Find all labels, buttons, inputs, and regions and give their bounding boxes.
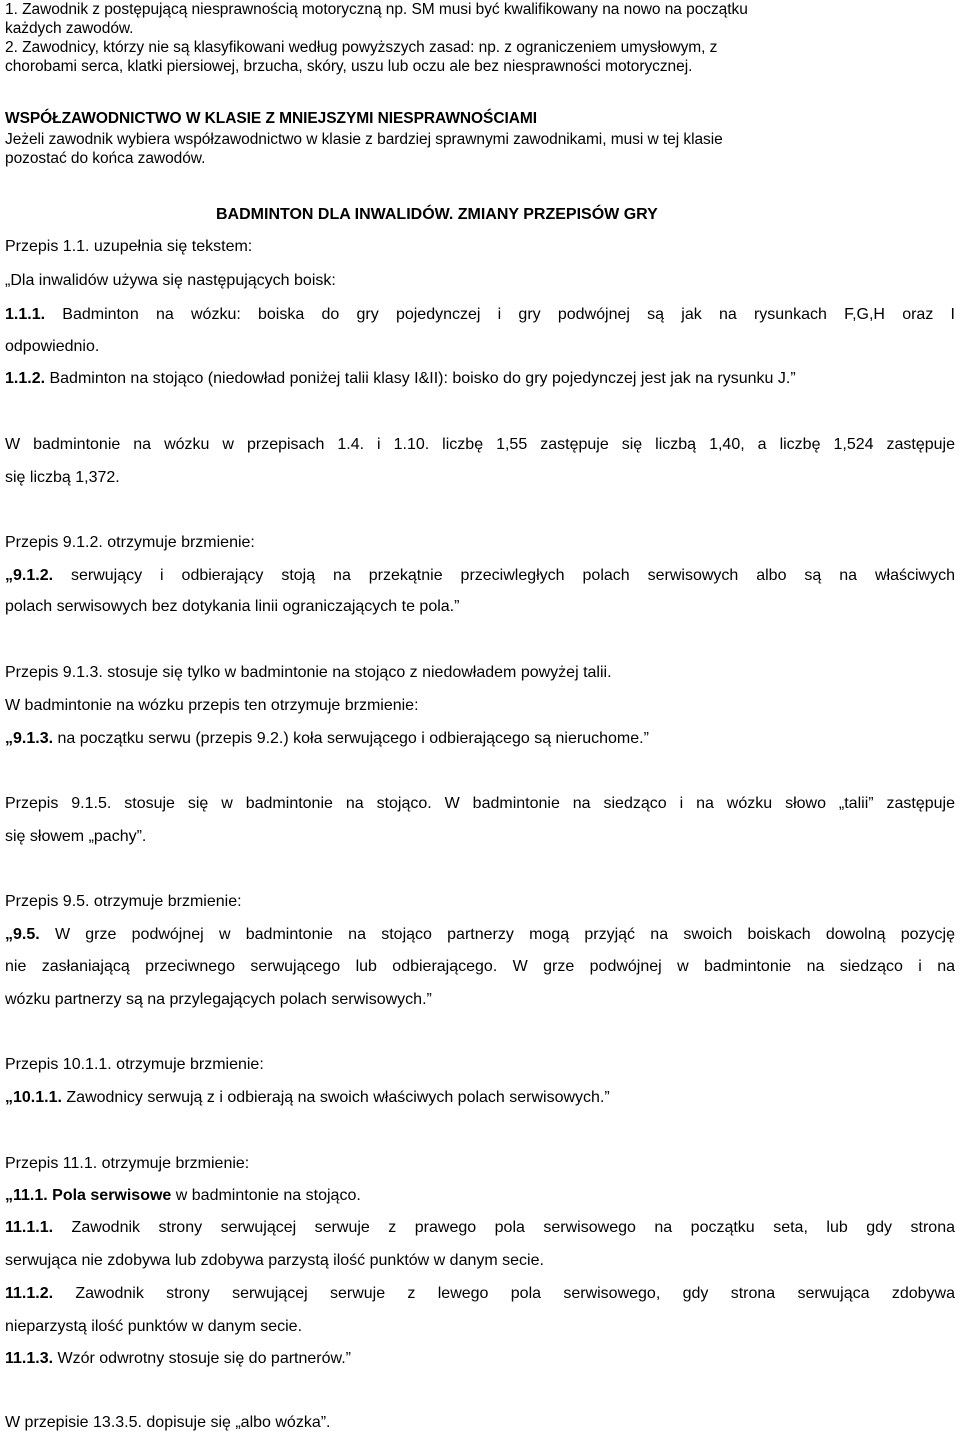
text-line [5,566,955,586]
text-line: Jeżeli zawodnik wybiera współzawodnictwo w klasie z bardziej sprawnymi zawodnikami, musi w tej klasie [5,131,723,148]
text-line: Przepis 1.1. uzupełnia się tekstem: [5,238,253,255]
clause-text: na początku serwu (przepis 9.2.) koła serwującego i odbierającego są nieruchome.” [57,730,649,747]
section-heading: WSPÓŁZAWODNICTWO W KLASIE Z MNIEJSZYMI NIESPRAWNOŚCIAMI [5,110,537,127]
text-line [5,1284,955,1304]
clause-number: 1.1.2. [5,370,46,387]
text-line: Przepis 9.1.2. otrzymuje brzmienie: [5,534,255,551]
clause-number: „11.1. [5,1187,48,1204]
text-line: W badmintonie na wózku w przepisach 1.4. i 1.10. liczbę 1,55 zastępuje się liczbą 1,40, a liczbę 1,524 zastępuje [5,436,955,453]
clause-text: w badmintonie na stojąco. [175,1187,361,1204]
text-line [5,1218,955,1238]
clause-text: Badminton na wózku: boiska do gry pojedynczej i gry podwójnej są jak na rysunkach F,G,H oraz I [62,306,955,323]
text-line: Przepis 9.5. otrzymuje brzmienie: [5,893,242,910]
clause-text: Wzór odwrotny stosuje się do partnerów.” [57,1350,351,1367]
text-line: W badmintonie na wózku przepis ten otrzymuje brzmienie: [5,697,419,714]
text-line [5,369,796,389]
text-line [5,1088,610,1108]
text-line: się słowem „pachy”. [5,828,147,845]
clause-text: Zawodnik strony serwującej serwuje z prawego pola serwisowego na początku seta, lub gdy strona [71,1219,955,1236]
text-line: 1. Zawodnik z postępującą niesprawnością motoryczną np. SM musi być kwalifikowany na nowo na początku [5,1,748,18]
clause-number: „9.1.2. [5,567,54,584]
text-line [5,729,649,749]
text-line: 2. Zawodnicy, którzy nie są klasyfikowani według powyższych zasad: np. z ograniczeniem umysłowym, z [5,39,718,56]
page-title: BADMINTON DLA INWALIDÓW. ZMIANY PRZEPISÓW GRY [216,206,658,223]
clause-number: „9.1.3. [5,730,54,747]
clause-text: Zawodnicy serwują z i odbierają na swoich właściwych polach serwisowych.” [66,1089,610,1106]
clause-number: 11.1.1. [5,1219,54,1236]
text-line: nie zasłaniającą przeciwnego serwującego lub odbierającego. W grze podwójnej w badmintonie na siedząco i na [5,958,955,975]
text-line: nieparzystą ilość punktów w danym secie. [5,1318,303,1335]
text-line: „Dla inwalidów używa się następujących boisk: [5,272,336,289]
text-line: wózku partnerzy są na przylegających polach serwisowych.” [5,991,432,1008]
text-line: każdych zawodów. [5,20,134,37]
clause-number: „9.5. [5,926,40,943]
text-line: serwująca nie zdobywa lub zdobywa parzystą ilość punktów w danym secie. [5,1252,544,1269]
clause-text: Zawodnik strony serwującej serwuje z lewego pola serwisowego, gdy strona serwująca zdobywa [75,1285,955,1302]
clause-number: 11.1.3. [5,1350,54,1367]
clause-number: 1.1.1. [5,306,46,323]
text-line: się liczbą 1,372. [5,469,120,486]
text-line: Przepis 10.1.1. otrzymuje brzmienie: [5,1056,264,1073]
text-line [5,1349,351,1369]
text-line: W przepisie 13.3.5. dopisuje się „albo wózka”. [5,1414,331,1431]
clause-number: „10.1.1. [5,1089,62,1106]
clause-text: W grze podwójnej w badmintonie na stojąco partnerzy mogą przyjąć na swoich boiskach dowolną pozycję [54,926,955,943]
text-line: pozostać do końca zawodów. [5,150,206,167]
clause-text: Badminton na stojąco (niedowład poniżej talii klasy I&II): boisko do gry pojedynczej jest jak na rysunku J.” [49,370,796,387]
text-line [5,1186,361,1206]
text-line [5,925,955,945]
text-line: odpowiednio. [5,338,100,355]
text-line: Przepis 9.1.5. stosuje się w badmintonie na stojąco. W badmintonie na siedząco i na wózku słowo „talii” zastępuje [5,795,955,812]
text-line: Przepis 9.1.3. stosuje się tylko w badmintonie na stojąco z niedowładem powyżej talii. [5,664,612,681]
text-line [5,305,955,325]
text-line: polach serwisowych bez dotykania linii ograniczających te pola.” [5,598,460,615]
clause-number: 11.1.2. [5,1285,54,1302]
clause-text: serwujący i odbierający stoją na przekątnie przeciwległych polach serwisowych albo są na właściwych [70,567,956,584]
text-line: Przepis 11.1. otrzymuje brzmienie: [5,1155,250,1172]
clause-heading: Pola serwisowe [52,1187,172,1204]
text-line: chorobami serca, klatki piersiowej, brzucha, skóry, uszu lub oczu ale bez niesprawności motorycznej. [5,58,693,75]
